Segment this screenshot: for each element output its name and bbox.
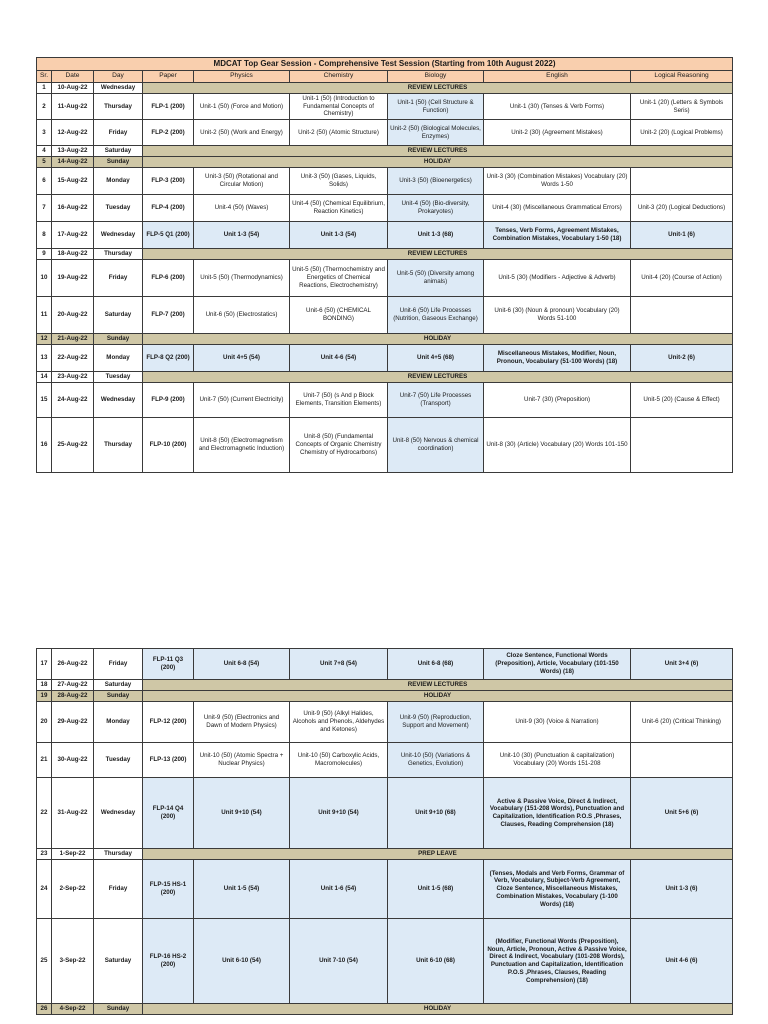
table-row bbox=[37, 260, 733, 297]
cell-biology: Unit-10 (50) (Variations & Genetics, Evolution) bbox=[388, 743, 484, 778]
cell-day: Wednesday bbox=[94, 778, 143, 849]
table-row bbox=[37, 860, 733, 919]
cell-day: Monday bbox=[94, 168, 143, 195]
cell-logical bbox=[631, 168, 733, 195]
cell-english: Active & Passive Voice, Direct & Indirect, Vocabulary (151-208 Words), Punctuation and Capitalization, Identification P.O.S ,Phrases, Clauses, Reading Comprehension (18) bbox=[484, 778, 631, 849]
header-physics: Physics bbox=[194, 71, 290, 83]
cell-biology: Unit 6-10 (68) bbox=[388, 919, 484, 1004]
cell-day: Wednesday bbox=[94, 83, 143, 94]
cell-day: Friday bbox=[94, 860, 143, 919]
table-row bbox=[37, 168, 733, 195]
cell-chemistry: Unit-7 (50) (s And p Block Elements, Transition Elements) bbox=[290, 383, 388, 418]
cell-biology: Unit-3 (50) (Bioenergetics) bbox=[388, 168, 484, 195]
table-row bbox=[37, 146, 733, 157]
cell-chemistry: Unit-3 (50) (Gases, Liquids, Solids) bbox=[290, 168, 388, 195]
cell-english: Unit-4 (30) (Miscellaneous Grammatical Errors) bbox=[484, 195, 631, 222]
cell-biology: Unit 1-3 (68) bbox=[388, 222, 484, 249]
sheet-title: MDCAT Top Gear Session - Comprehensive Test Session (Starting from 10th August 2022) bbox=[37, 58, 733, 71]
cell-day: Thursday bbox=[94, 249, 143, 260]
cell-sr: 14 bbox=[37, 372, 52, 383]
cell-logical: Unit-3 (20) (Logical Deductions) bbox=[631, 195, 733, 222]
cell-day: Monday bbox=[94, 345, 143, 372]
cell-english: Unit-3 (30) (Combination Mistakes) Vocabulary (20) Words 1-50 bbox=[484, 168, 631, 195]
cell-biology: Unit-8 (50) Nervous & chemical coordination) bbox=[388, 418, 484, 473]
cell-logical: Unit-2 (6) bbox=[631, 345, 733, 372]
table-row bbox=[37, 94, 733, 120]
cell-biology: Unit-5 (50) (Diversity among animals) bbox=[388, 260, 484, 297]
cell-day: Sunday bbox=[94, 691, 143, 702]
cell-date: 4-Sep-22 bbox=[52, 1004, 94, 1015]
table-row bbox=[37, 702, 733, 743]
cell-physics: Unit-6 (50) (Electrostatics) bbox=[194, 297, 290, 334]
cell-chemistry: Unit 7-10 (54) bbox=[290, 919, 388, 1004]
cell-sr: 23 bbox=[37, 849, 52, 860]
cell-date: 27-Aug-22 bbox=[52, 680, 94, 691]
cell-logical: Unit-1 (6) bbox=[631, 222, 733, 249]
cell-sr: 13 bbox=[37, 345, 52, 372]
table-row bbox=[37, 334, 733, 345]
table-row bbox=[37, 83, 733, 94]
cell-date: 19-Aug-22 bbox=[52, 260, 94, 297]
table-row bbox=[37, 372, 733, 383]
cell-date: 30-Aug-22 bbox=[52, 743, 94, 778]
cell-status: REVIEW LECTURES bbox=[143, 372, 733, 383]
cell-date: 2-Sep-22 bbox=[52, 860, 94, 919]
cell-sr: 17 bbox=[37, 649, 52, 680]
cell-chemistry: Unit-1 (50) (Introduction to Fundamental Concepts of Chemistry) bbox=[290, 94, 388, 120]
cell-english: Unit-6 (30) (Noun & pronoun) Vocabulary (20) Words 51-100 bbox=[484, 297, 631, 334]
cell-date: 28-Aug-22 bbox=[52, 691, 94, 702]
cell-status: PREP LEAVE bbox=[143, 849, 733, 860]
table-row bbox=[37, 691, 733, 702]
schedule-table-1 bbox=[36, 57, 733, 473]
cell-sr: 18 bbox=[37, 680, 52, 691]
cell-day: Saturday bbox=[94, 919, 143, 1004]
cell-logical: Unit-1 (20) (Letters & Symbols Seris) bbox=[631, 94, 733, 120]
cell-sr: 2 bbox=[37, 94, 52, 120]
cell-day: Friday bbox=[94, 260, 143, 297]
cell-date: 13-Aug-22 bbox=[52, 146, 94, 157]
cell-status: HOLIDAY bbox=[143, 691, 733, 702]
cell-physics: Unit 1-5 (54) bbox=[194, 860, 290, 919]
cell-chemistry: Unit-5 (50) (Thermochemistry and Energetics of Chemical Reactions, Electrochemistry) bbox=[290, 260, 388, 297]
cell-date: 15-Aug-22 bbox=[52, 168, 94, 195]
header-day: Day bbox=[94, 71, 143, 83]
cell-english: Unit-7 (30) (Preposition) bbox=[484, 383, 631, 418]
cell-biology: Unit-2 (50) (Biological Molecules, Enzymes) bbox=[388, 120, 484, 146]
cell-date: 29-Aug-22 bbox=[52, 702, 94, 743]
cell-sr: 3 bbox=[37, 120, 52, 146]
cell-sr: 6 bbox=[37, 168, 52, 195]
table-row bbox=[37, 120, 733, 146]
cell-paper: FLP-2 (200) bbox=[143, 120, 194, 146]
cell-sr: 16 bbox=[37, 418, 52, 473]
cell-sr: 24 bbox=[37, 860, 52, 919]
table-row bbox=[37, 249, 733, 260]
cell-chemistry: Unit 1-6 (54) bbox=[290, 860, 388, 919]
cell-physics: Unit-2 (50) (Work and Energy) bbox=[194, 120, 290, 146]
cell-chemistry: Unit 4-6 (54) bbox=[290, 345, 388, 372]
cell-physics: Unit-10 (50) (Atomic Spectra + Nuclear Physics) bbox=[194, 743, 290, 778]
cell-status: REVIEW LECTURES bbox=[143, 83, 733, 94]
cell-paper: FLP-11 Q3 (200) bbox=[143, 649, 194, 680]
cell-date: 24-Aug-22 bbox=[52, 383, 94, 418]
cell-status: REVIEW LECTURES bbox=[143, 249, 733, 260]
cell-physics: Unit 9+10 (54) bbox=[194, 778, 290, 849]
cell-paper: FLP-4 (200) bbox=[143, 195, 194, 222]
cell-english: Unit-1 (30) (Tenses & Verb Forms) bbox=[484, 94, 631, 120]
cell-english: Cloze Sentence, Functional Words (Preposition), Article, Vocabulary (101-150 Words) (18) bbox=[484, 649, 631, 680]
cell-english: Unit-10 (30) (Punctuation & capitalization) Vocabulary (20) Words 151-208 bbox=[484, 743, 631, 778]
cell-paper: FLP-15 HS-1 (200) bbox=[143, 860, 194, 919]
cell-paper: FLP-10 (200) bbox=[143, 418, 194, 473]
cell-biology: Unit-4 (50) (Bio-diversity, Prokaryotes) bbox=[388, 195, 484, 222]
table-row bbox=[37, 297, 733, 334]
cell-english: Unit-2 (30) (Agreement Mistakes) bbox=[484, 120, 631, 146]
cell-date: 17-Aug-22 bbox=[52, 222, 94, 249]
cell-sr: 12 bbox=[37, 334, 52, 345]
cell-date: 18-Aug-22 bbox=[52, 249, 94, 260]
cell-english: Unit-8 (30) (Article) Vocabulary (20) Words 101-150 bbox=[484, 418, 631, 473]
table-row bbox=[37, 919, 733, 1004]
cell-sr: 19 bbox=[37, 691, 52, 702]
cell-sr: 4 bbox=[37, 146, 52, 157]
cell-paper: FLP-3 (200) bbox=[143, 168, 194, 195]
cell-sr: 1 bbox=[37, 83, 52, 94]
cell-english: (Tenses, Modals and Verb Forms, Grammar of Verb, Vocabulary, Subject-Verb Agreement, Cloze Sentence, Miscellaneous Mistakes, Combination Mistakes, Vocabulary (1-100 Words) (18) bbox=[484, 860, 631, 919]
cell-sr: 15 bbox=[37, 383, 52, 418]
cell-day: Sunday bbox=[94, 1004, 143, 1015]
table-row bbox=[37, 1004, 733, 1015]
cell-sr: 9 bbox=[37, 249, 52, 260]
cell-day: Sunday bbox=[94, 334, 143, 345]
cell-day: Saturday bbox=[94, 297, 143, 334]
cell-physics: Unit-1 (50) (Force and Motion) bbox=[194, 94, 290, 120]
table-row bbox=[37, 849, 733, 860]
cell-logical: Unit 5+6 (6) bbox=[631, 778, 733, 849]
cell-day: Wednesday bbox=[94, 222, 143, 249]
cell-day: Sunday bbox=[94, 157, 143, 168]
cell-logical: Unit-2 (20) (Logical Problems) bbox=[631, 120, 733, 146]
cell-physics: Unit-5 (50) (Thermodynamics) bbox=[194, 260, 290, 297]
cell-sr: 25 bbox=[37, 919, 52, 1004]
cell-chemistry: Unit-8 (50) (Fundamental Concepts of Organic Chemistry Chemistry of Hydrocarbons) bbox=[290, 418, 388, 473]
header-date: Date bbox=[52, 71, 94, 83]
cell-day: Thursday bbox=[94, 418, 143, 473]
cell-biology: Unit 4+5 (68) bbox=[388, 345, 484, 372]
cell-day: Friday bbox=[94, 120, 143, 146]
cell-physics: Unit 6-8 (54) bbox=[194, 649, 290, 680]
cell-sr: 26 bbox=[37, 1004, 52, 1015]
cell-status: REVIEW LECTURES bbox=[143, 146, 733, 157]
cell-physics: Unit-9 (50) (Electronics and Dawn of Modern Physics) bbox=[194, 702, 290, 743]
cell-paper: FLP-1 (200) bbox=[143, 94, 194, 120]
cell-physics: Unit 4+5 (54) bbox=[194, 345, 290, 372]
table-row bbox=[37, 680, 733, 691]
header-logical-reasoning: Logical Reasoning bbox=[631, 71, 733, 83]
cell-paper: FLP-7 (200) bbox=[143, 297, 194, 334]
cell-physics: Unit-3 (50) (Rotational and Circular Motion) bbox=[194, 168, 290, 195]
cell-biology: Unit-1 (50) (Cell Structure & Function) bbox=[388, 94, 484, 120]
cell-sr: 8 bbox=[37, 222, 52, 249]
cell-paper: FLP-8 Q2 (200) bbox=[143, 345, 194, 372]
cell-date: 31-Aug-22 bbox=[52, 778, 94, 849]
cell-chemistry: Unit-10 (50) Carboxylic Acids, Macromolecules) bbox=[290, 743, 388, 778]
cell-sr: 22 bbox=[37, 778, 52, 849]
cell-logical bbox=[631, 297, 733, 334]
cell-physics: Unit-4 (50) (Waves) bbox=[194, 195, 290, 222]
cell-biology: Unit 9+10 (68) bbox=[388, 778, 484, 849]
table-row bbox=[37, 778, 733, 849]
header-english: English bbox=[484, 71, 631, 83]
cell-paper: FLP-13 (200) bbox=[143, 743, 194, 778]
cell-date: 12-Aug-22 bbox=[52, 120, 94, 146]
cell-logical bbox=[631, 418, 733, 473]
cell-date: 1-Sep-22 bbox=[52, 849, 94, 860]
cell-date: 14-Aug-22 bbox=[52, 157, 94, 168]
cell-physics: Unit 6-10 (54) bbox=[194, 919, 290, 1004]
cell-status: HOLIDAY bbox=[143, 334, 733, 345]
table-row bbox=[37, 345, 733, 372]
cell-logical bbox=[631, 743, 733, 778]
cell-logical: Unit 4-6 (6) bbox=[631, 919, 733, 1004]
cell-date: 26-Aug-22 bbox=[52, 649, 94, 680]
cell-english: Miscellaneous Mistakes, Modifier, Noun, Pronoun, Vocabulary (51-100 Words) (18) bbox=[484, 345, 631, 372]
cell-day: Thursday bbox=[94, 94, 143, 120]
cell-status: REVIEW LECTURES bbox=[143, 680, 733, 691]
cell-date: 21-Aug-22 bbox=[52, 334, 94, 345]
table-row bbox=[37, 222, 733, 249]
cell-logical: Unit-4 (20) (Course of Action) bbox=[631, 260, 733, 297]
cell-biology: Unit-9 (50) (Reproduction, Support and Movement) bbox=[388, 702, 484, 743]
cell-day: Monday bbox=[94, 702, 143, 743]
cell-english: Unit-9 (30) (Voice & Narration) bbox=[484, 702, 631, 743]
cell-day: Saturday bbox=[94, 146, 143, 157]
cell-day: Tuesday bbox=[94, 743, 143, 778]
cell-sr: 20 bbox=[37, 702, 52, 743]
cell-physics: Unit-7 (50) (Current Electricity) bbox=[194, 383, 290, 418]
cell-english: (Modifier, Functional Words (Preposition), Noun, Article, Pronoun, Active & Passive Voice, Direct & Indirect, Vocabulary (101-208 Words), Punctuation and Capitalization, Identification P.O.S ,Phrases, Clauses, Reading Comprehension) (18) bbox=[484, 919, 631, 1004]
cell-chemistry: Unit-9 (50) (Alkyl Halides, Alcohols and Phenols, Aldehydes and Ketones) bbox=[290, 702, 388, 743]
schedule-table-2 bbox=[36, 648, 733, 1015]
cell-date: 22-Aug-22 bbox=[52, 345, 94, 372]
cell-paper: FLP-14 Q4 (200) bbox=[143, 778, 194, 849]
cell-english: Unit-5 (30) (Modifiers - Adjective & Adverb) bbox=[484, 260, 631, 297]
cell-physics: Unit 1-3 (54) bbox=[194, 222, 290, 249]
cell-chemistry: Unit 1-3 (54) bbox=[290, 222, 388, 249]
cell-status: HOLIDAY bbox=[143, 157, 733, 168]
schedule-sheet-1 bbox=[36, 57, 732, 473]
cell-chemistry: Unit-2 (50) (Atomic Structure) bbox=[290, 120, 388, 146]
header-biology: Biology bbox=[388, 71, 484, 83]
cell-chemistry: Unit 7+8 (54) bbox=[290, 649, 388, 680]
table-row bbox=[37, 418, 733, 473]
cell-biology: Unit-6 (50) Life Processes (Nutrition, Gaseous Exchange) bbox=[388, 297, 484, 334]
cell-chemistry: Unit-4 (50) (Chemical Equilibrium, Reaction Kinetics) bbox=[290, 195, 388, 222]
cell-date: 20-Aug-22 bbox=[52, 297, 94, 334]
cell-day: Tuesday bbox=[94, 372, 143, 383]
cell-day: Saturday bbox=[94, 680, 143, 691]
cell-biology: Unit-7 (50) Life Processes (Transport) bbox=[388, 383, 484, 418]
cell-date: 11-Aug-22 bbox=[52, 94, 94, 120]
cell-sr: 21 bbox=[37, 743, 52, 778]
cell-logical: Unit-6 (20) (Critical Thinking) bbox=[631, 702, 733, 743]
cell-status: HOLIDAY bbox=[143, 1004, 733, 1015]
header-chemistry: Chemistry bbox=[290, 71, 388, 83]
cell-date: 23-Aug-22 bbox=[52, 372, 94, 383]
cell-paper: FLP-16 HS-2 (200) bbox=[143, 919, 194, 1004]
cell-biology: Unit 1-5 (68) bbox=[388, 860, 484, 919]
cell-sr: 11 bbox=[37, 297, 52, 334]
cell-logical: Unit 1-3 (6) bbox=[631, 860, 733, 919]
cell-paper: FLP-5 Q1 (200) bbox=[143, 222, 194, 249]
cell-paper: FLP-9 (200) bbox=[143, 383, 194, 418]
schedule-sheet-2 bbox=[36, 648, 732, 1015]
table-row bbox=[37, 743, 733, 778]
cell-paper: FLP-6 (200) bbox=[143, 260, 194, 297]
cell-logical: Unit-5 (20) (Cause & Effect) bbox=[631, 383, 733, 418]
header-sr: Sr. bbox=[37, 71, 52, 83]
table-row bbox=[37, 157, 733, 168]
cell-biology: Unit 6-8 (68) bbox=[388, 649, 484, 680]
cell-day: Thursday bbox=[94, 849, 143, 860]
cell-sr: 5 bbox=[37, 157, 52, 168]
cell-sr: 7 bbox=[37, 195, 52, 222]
cell-english: Tenses, Verb Forms, Agreement Mistakes, Combination Mistakes, Vocabulary 1-50 (18) bbox=[484, 222, 631, 249]
cell-day: Tuesday bbox=[94, 195, 143, 222]
cell-day: Friday bbox=[94, 649, 143, 680]
cell-date: 10-Aug-22 bbox=[52, 83, 94, 94]
cell-date: 16-Aug-22 bbox=[52, 195, 94, 222]
cell-logical: Unit 3+4 (6) bbox=[631, 649, 733, 680]
cell-date: 3-Sep-22 bbox=[52, 919, 94, 1004]
cell-day: Wednesday bbox=[94, 383, 143, 418]
header-row bbox=[37, 71, 733, 83]
cell-chemistry: Unit 9+10 (54) bbox=[290, 778, 388, 849]
header-paper: Paper bbox=[143, 71, 194, 83]
table-row bbox=[37, 649, 733, 680]
table-row bbox=[37, 383, 733, 418]
cell-chemistry: Unit-6 (50) (CHEMICAL BONDING) bbox=[290, 297, 388, 334]
cell-date: 25-Aug-22 bbox=[52, 418, 94, 473]
cell-physics: Unit-8 (50) (Electromagnetism and Electromagnetic Induction) bbox=[194, 418, 290, 473]
cell-paper: FLP-12 (200) bbox=[143, 702, 194, 743]
cell-sr: 10 bbox=[37, 260, 52, 297]
table-row bbox=[37, 195, 733, 222]
